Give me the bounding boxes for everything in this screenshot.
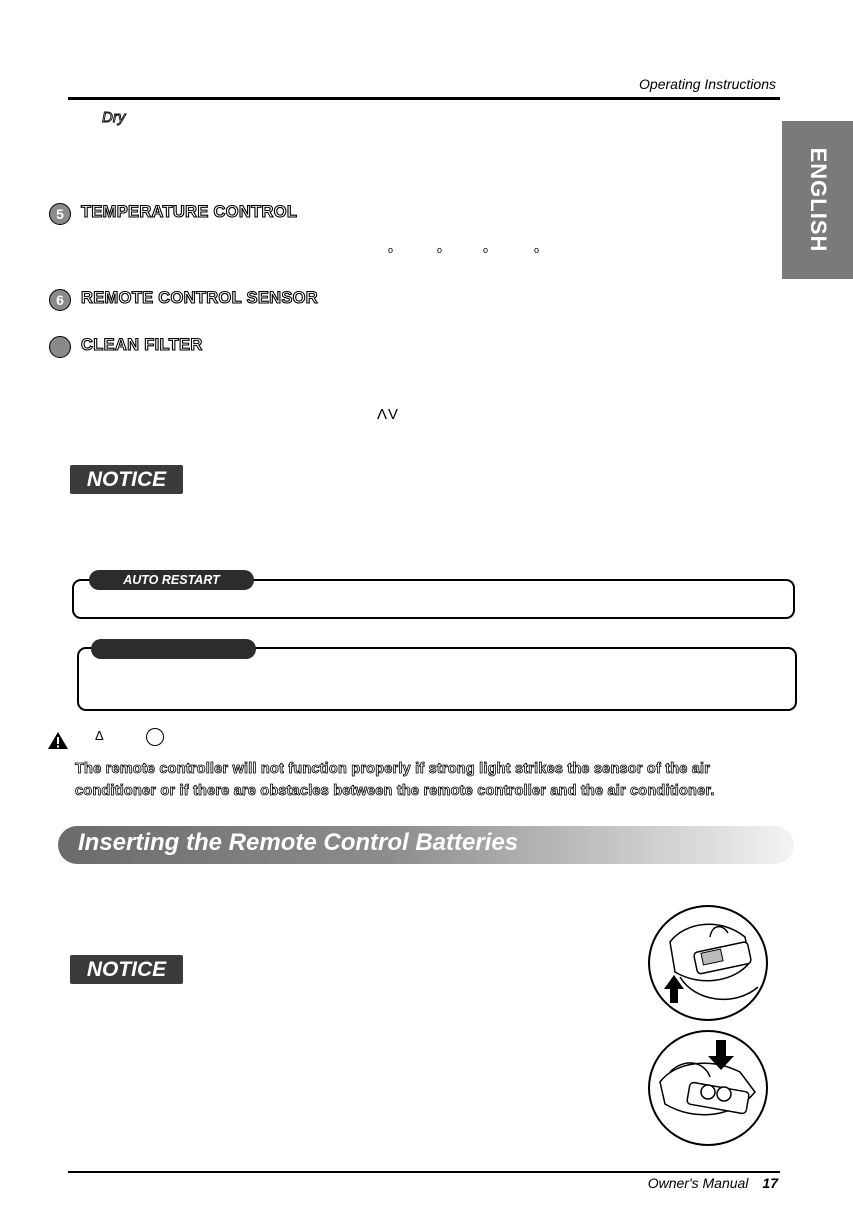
caution-text: The remote controller will not function properly if strong light strikes the sensor of the air conditioner or if there are obstacles between the remote controller and the air conditioner. [75, 761, 715, 799]
battery-cover-open-illustration [648, 905, 768, 1021]
notice-label: NOTICE [70, 465, 183, 494]
degree-mark: o [483, 245, 489, 255]
degree-mark: o [437, 245, 443, 255]
footer [560, 1175, 778, 1191]
prohibition-circle-icon [146, 728, 164, 746]
warning-triangle-icon [47, 731, 69, 750]
degree-mark: o [534, 245, 540, 255]
header-title: Operating Instructions [639, 76, 776, 92]
section-number-blank [49, 336, 71, 358]
language-tab[interactable] [782, 121, 853, 279]
degree-mark: o [388, 245, 394, 255]
footer-label: Owner's Manual [647, 1175, 749, 1191]
notice-label: NOTICE [70, 955, 183, 984]
caution-triangle-mark: Δ [95, 728, 104, 743]
up-down-arrows-icon: ΛV [377, 406, 400, 423]
temperature-control-heading: TEMPERATURE CONTROL [81, 203, 298, 221]
language-tab-label: ENGLISH [805, 147, 831, 253]
section-number-5: 5 [49, 203, 71, 225]
section-number-6: 6 [49, 289, 71, 311]
page-number: 17 [762, 1175, 778, 1191]
dry-label: Dry [102, 109, 126, 126]
clean-filter-heading: CLEAN FILTER [81, 336, 203, 354]
header-rule [68, 97, 780, 100]
info-box-label [91, 639, 256, 659]
remote-control-sensor-heading: REMOTE CONTROL SENSOR [81, 289, 319, 307]
batteries-section-title: Inserting the Remote Control Batteries [78, 829, 519, 856]
battery-cover-close-illustration [648, 1030, 768, 1146]
footer-rule [68, 1171, 780, 1173]
batteries-section-banner [58, 826, 794, 864]
auto-restart-label: AUTO RESTART [89, 570, 254, 590]
